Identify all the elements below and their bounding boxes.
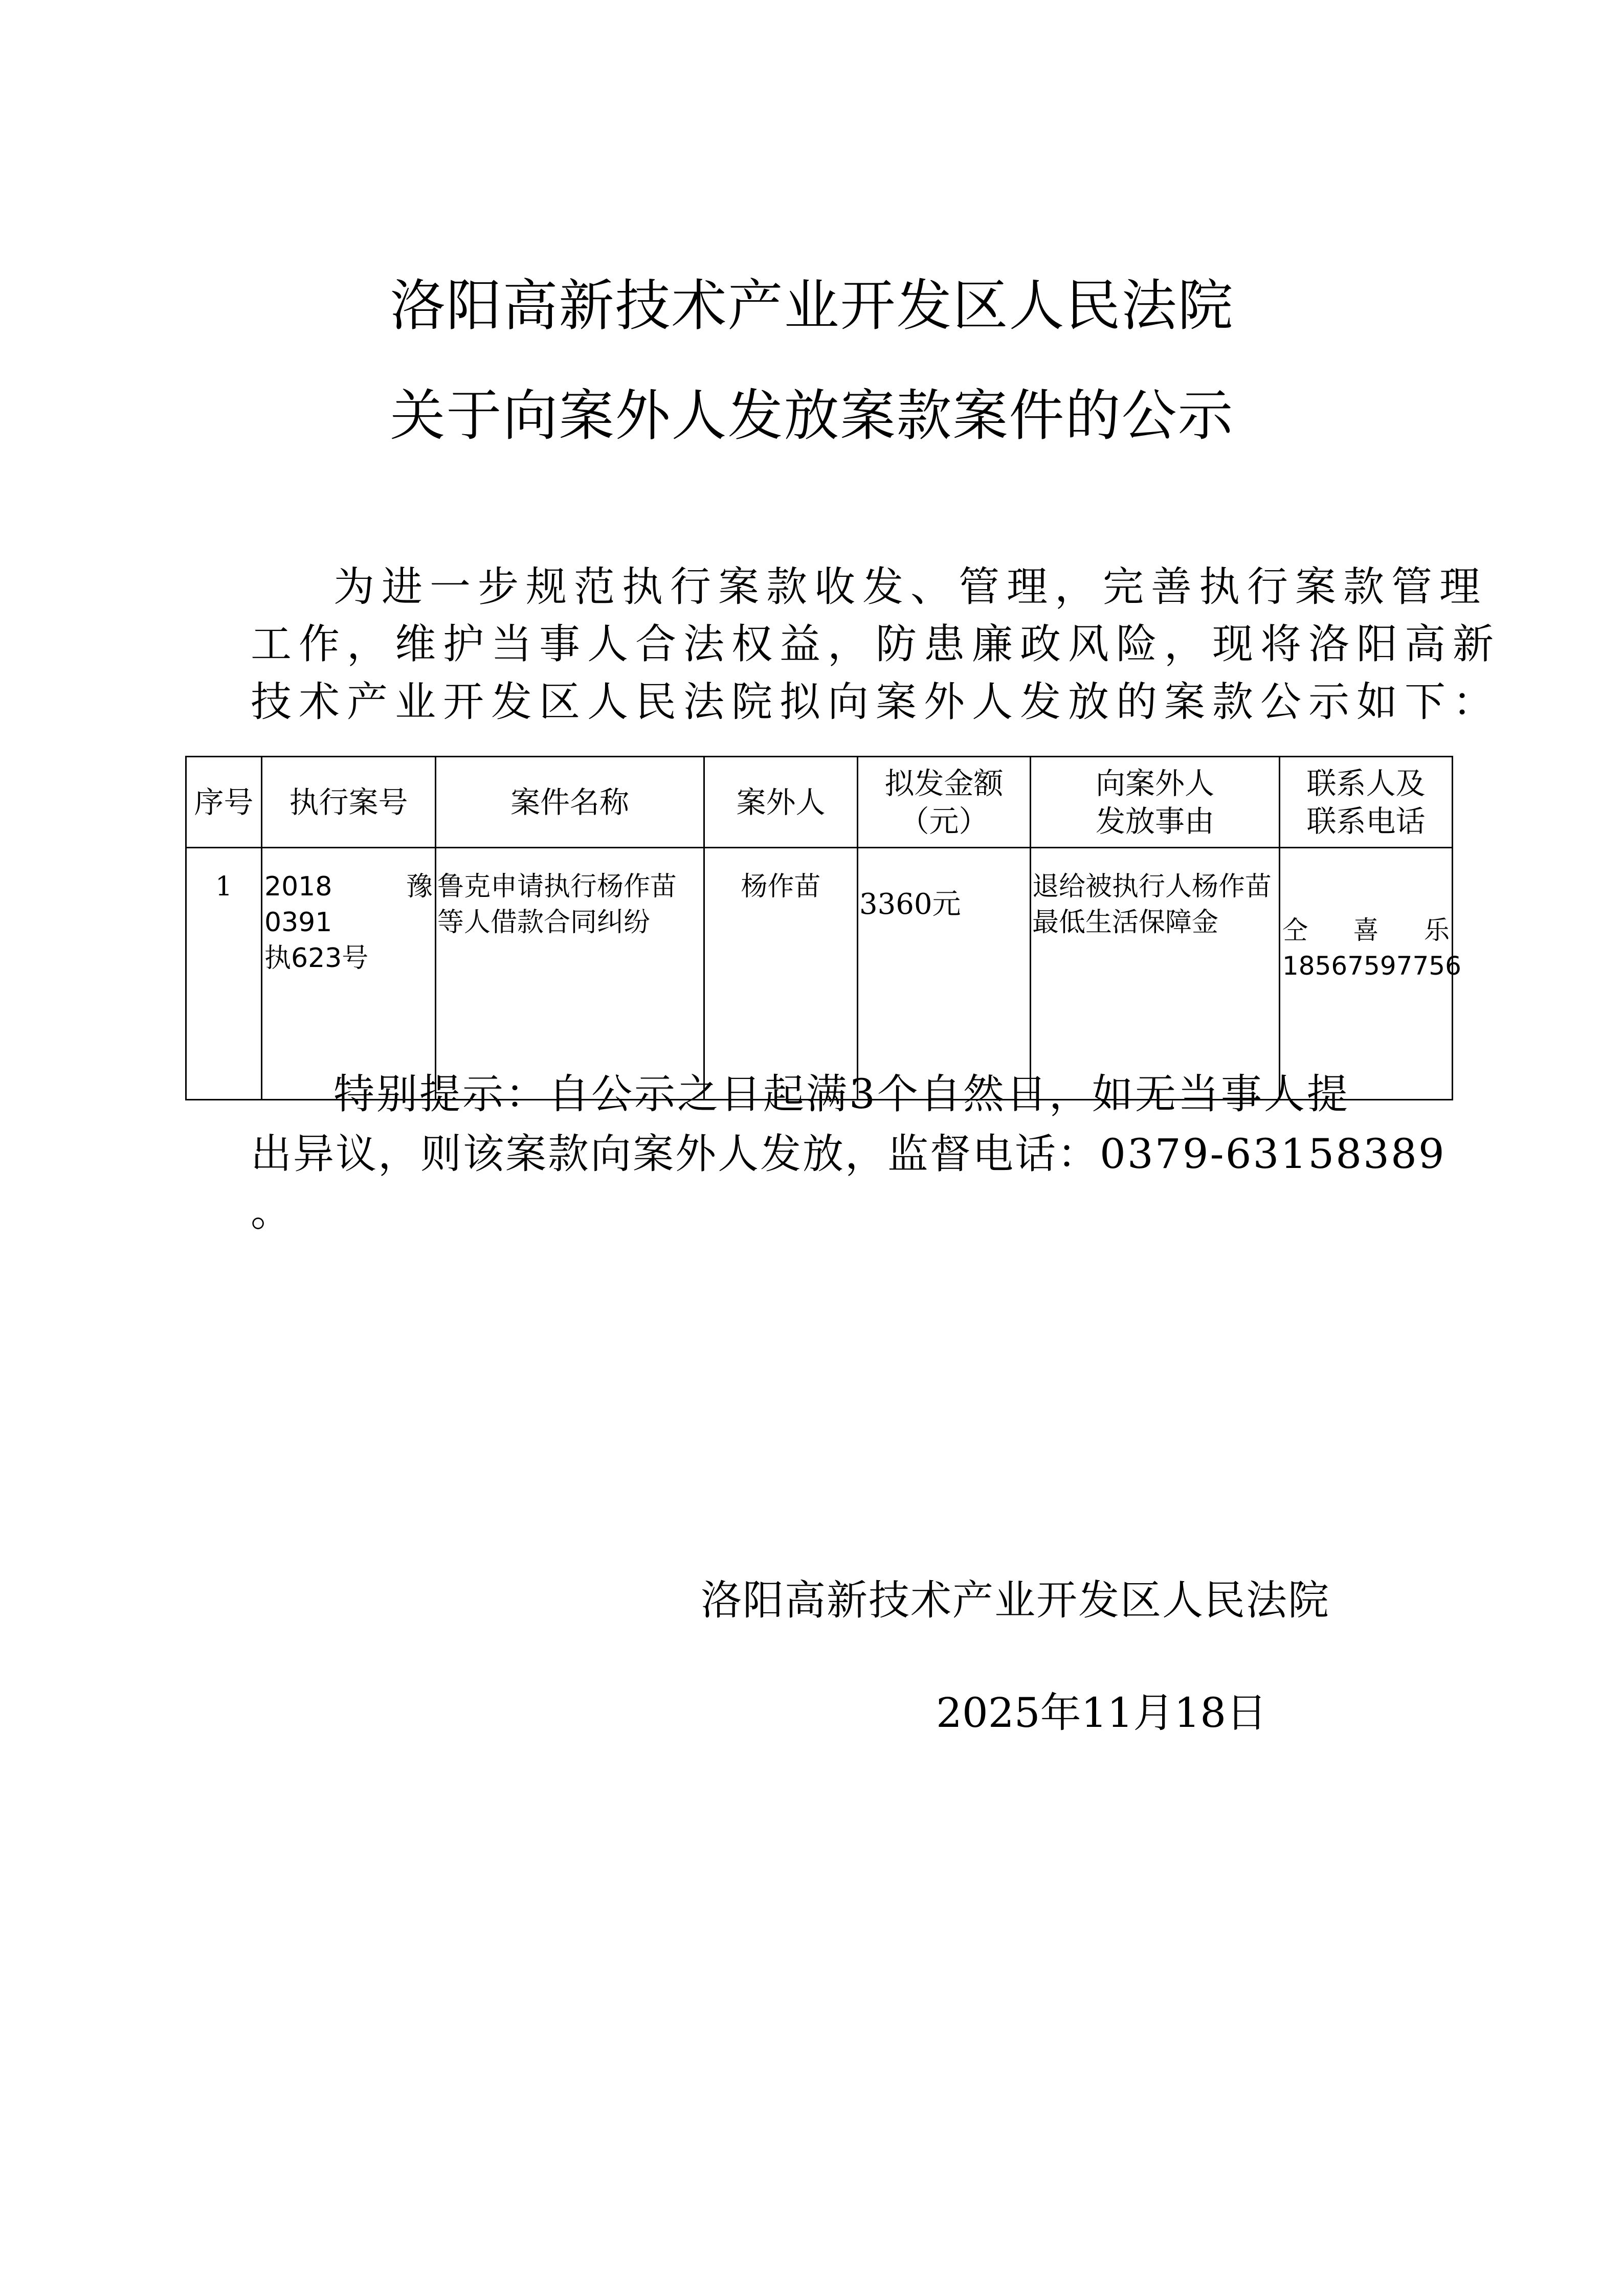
cell-case-number: [262, 848, 436, 1100]
header-amount-line2: （元）: [899, 803, 989, 839]
header-case-name: 案件名称: [436, 757, 704, 848]
reason-line1: 退给被执行人杨作苗: [1032, 871, 1272, 902]
header-amount-line1: 拟发金额: [884, 766, 1004, 801]
header-reason-line1: 向案外人: [1095, 766, 1214, 801]
case-number-line2: 执623号: [264, 943, 369, 974]
reason-line2: 最低生活保障金: [1032, 907, 1219, 938]
signature-organization: 洛阳高新技术产业开发区人民法院: [701, 1577, 1330, 1624]
cell-amount: 3360元: [858, 848, 1031, 1100]
header-seq: 序号: [186, 757, 262, 848]
document-title-line2: 关于向案外人发放案款案件的公示: [390, 384, 1234, 448]
header-contact-line1: 联系人及: [1306, 766, 1426, 801]
notice-line1: 特别提示：自公示之日起满3个自然日，如无当事人提: [333, 1070, 1350, 1118]
header-reason-line2: 发放事由: [1095, 803, 1214, 839]
contact-name: 仝 喜 乐: [1282, 915, 1450, 945]
cell-case-name: [436, 848, 704, 1100]
header-outsider: 案外人: [704, 757, 858, 848]
notice-line3: 。: [251, 1188, 292, 1235]
cell-contact: [1280, 848, 1461, 1100]
header-contact: [1280, 757, 1453, 848]
header-reason: [1031, 757, 1280, 848]
cell-outsider: 杨作苗: [704, 848, 858, 1100]
intro-paragraph-line1: 为进一步规范执行案款收发、管理，完善执行案款管理: [333, 563, 1487, 611]
cell-seq: 1: [186, 848, 262, 1100]
case-name-line2: 等人借款合同纠纷: [437, 907, 651, 938]
header-amount: [858, 757, 1031, 848]
intro-paragraph-line3: 技术产业开发区人民法院拟向案外人发放的案款公示如下：: [251, 678, 1501, 726]
intro-paragraph-line2: 工作，维护当事人合法权益，防患廉政风险，现将洛阳高新: [251, 620, 1501, 668]
case-number-line1: 2018 豫 0391: [264, 871, 433, 938]
table-header-row: [186, 757, 1453, 848]
document-title-line1: 洛阳高新技术产业开发区人民法院: [390, 274, 1234, 338]
notice-line2: 出异议，则该案款向案外人发放，监督电话：0379-63158389: [251, 1130, 1446, 1178]
header-case-number: 执行案号: [262, 757, 436, 848]
case-table: [185, 756, 1461, 1100]
case-name-line1: 鲁克申请执行杨作苗: [437, 871, 677, 902]
cell-reason: [1031, 848, 1280, 1100]
table-row: [186, 848, 1453, 1100]
header-contact-line2: 联系电话: [1306, 803, 1426, 839]
contact-phone: 18567597756: [1282, 951, 1461, 981]
signature-date: 2025年11月18日: [936, 1689, 1267, 1737]
